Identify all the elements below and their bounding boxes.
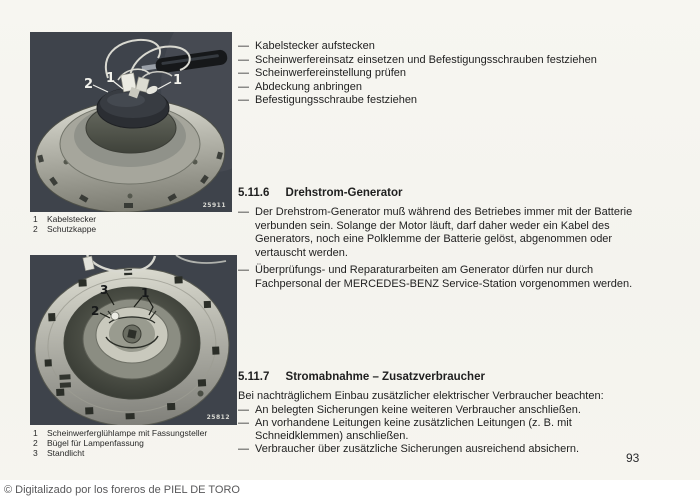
figure2-caption — [33, 428, 207, 458]
list-item — [238, 206, 638, 260]
list-item — [238, 417, 638, 443]
list-item-text: Verbraucher über zusätzliche Sicherungen ausreichend absichern. — [255, 443, 580, 455]
parking-light-bulb — [111, 312, 119, 320]
dash-bullet: — — [238, 67, 249, 79]
caption-text: Schutzkappe — [47, 224, 97, 234]
callout-2: 2 — [84, 77, 94, 92]
headlight-bulb-photo — [30, 255, 237, 425]
list-item — [238, 54, 638, 68]
list-item-text: An belegten Sicherungen keine weiteren Verbraucher anschließen. — [255, 404, 581, 416]
section-heading — [238, 186, 638, 200]
dash-bullet: — — [238, 264, 249, 276]
figure1-caption — [33, 214, 96, 234]
callout-3: 3 — [100, 283, 109, 297]
list-item — [238, 94, 638, 108]
list-item-text: Der Drehstrom-Generator muß während des Betriebes immer mit der Batterie verbunden sein. Solange der Motor läuft, darf daher weder ein Kabel des Generators, noch eine Polklemme der Batterie gelöst, abgenommen oder vertauscht werden. — [255, 206, 633, 259]
caption-row — [33, 224, 96, 234]
list-item-text: An vorhandene Leitungen keine zusätzlichen Leitungen (z. B. mit Schneidklemmen) anschließen. — [255, 417, 572, 442]
list-item — [238, 404, 638, 417]
watermark-text: © Digitalizado por los foreros de PIEL DE TORO — [0, 480, 700, 501]
caption-number: 1 — [33, 214, 38, 224]
figure-headlight-cap-photo — [30, 32, 232, 212]
section-title: Drehstrom-Generator — [285, 187, 403, 199]
caption-text: Bügel für Lampenfassung — [47, 438, 144, 448]
caption-number: 1 — [33, 428, 38, 438]
photo-id: 25911 — [202, 202, 226, 209]
list-item-text: Abdeckung anbringen — [255, 80, 363, 93]
section-drehstrom-generator — [238, 186, 638, 295]
list-item — [238, 443, 638, 456]
list-item-text: Befestigungsschraube festziehen — [255, 94, 418, 106]
dash-bullet: — — [238, 443, 249, 455]
caption-row — [33, 438, 207, 448]
list-item-text: Überprüfungs- und Reparaturarbeiten am Generator dürfen nur durch Fachpersonal der MERCEDES-BENZ Service-Station vorgenommen werden. — [255, 264, 633, 290]
list-item-text: Kabelstecker aufstecken — [255, 40, 375, 52]
assembly-steps-list — [238, 40, 638, 108]
dash-bullet: — — [238, 206, 249, 218]
dash-bullet: — — [238, 94, 249, 106]
section-heading — [238, 370, 638, 384]
section-number: 5.11.7 — [238, 371, 270, 383]
callout-1: 1 — [141, 286, 150, 300]
list-item-text: Scheinwerfereinsatz einsetzen und Befestigungsschrauben festziehen — [255, 53, 597, 66]
callout-1a: 1 — [106, 71, 116, 86]
callout-2: 2 — [91, 304, 100, 318]
list-item — [238, 67, 638, 81]
caption-text: Standlicht — [47, 448, 85, 458]
dash-bullet: — — [238, 404, 249, 416]
list-item-text: Scheinwerfereinstellung prüfen — [255, 67, 407, 79]
list-item — [238, 40, 638, 54]
section-intro: Bei nachträglichem Einbau zusätzlicher elektrischer Verbraucher beachten: — [238, 390, 604, 402]
caption-row — [33, 428, 207, 438]
dash-bullet: — — [238, 40, 249, 52]
caption-number: 2 — [33, 224, 38, 234]
section-stromabnahme — [238, 370, 638, 456]
dash-bullet: — — [238, 80, 249, 93]
caption-row — [33, 448, 207, 458]
caption-text: Scheinwerferglühlampe mit Fassungsteller — [47, 428, 208, 438]
list-item — [238, 264, 638, 291]
page-number: 93 — [626, 451, 640, 465]
figure-headlight-bulb-photo — [30, 255, 237, 425]
dash-bullet: — — [238, 417, 249, 429]
section-title: Stromabnahme – Zusatzverbraucher — [285, 371, 485, 383]
caption-number: 2 — [33, 438, 38, 448]
dash-bullet: — — [238, 53, 249, 66]
caption-number: 3 — [33, 448, 38, 458]
list-item — [238, 81, 638, 95]
caption-row — [33, 214, 96, 224]
headlight-cap-photo — [30, 32, 232, 212]
callout-1b: 1 — [173, 73, 183, 88]
caption-text: Kabelstecker — [47, 214, 97, 224]
section-number: 5.11.6 — [238, 187, 270, 199]
photo-id: 25812 — [206, 414, 230, 421]
